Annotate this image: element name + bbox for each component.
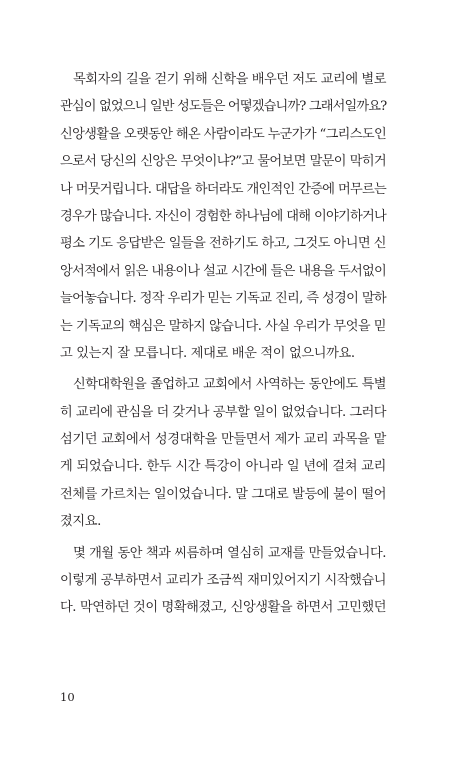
text-line: 목회자의 길을 걷기 위해 신학을 배우던 저도 교리에 별로 (73, 72, 386, 87)
page-number: 10 (60, 690, 75, 704)
body-text (60, 66, 386, 622)
text-line: 나 머뭇거립니다. 대답을 하더라도 개인적인 간증에 머무르는 (60, 181, 386, 197)
text-line: 경우가 많습니다. 자신이 경험한 하나님에 대해 이야기하거나 (60, 208, 386, 224)
text-line: 늘어놓습니다. 정작 우리가 믿는 기독교 진리, 즉 성경이 말하 (60, 291, 386, 307)
text-line: 전체를 가르치는 일이었습니다. 말 그대로 발등에 불이 떨어 (60, 486, 386, 502)
text-line: 는 기독교의 핵심은 말하지 않습니다. 사실 우리가 무엇을 믿 (60, 318, 386, 334)
text-line: 신학대학원을 졸업하고 교회에서 사역하는 동안에도 특별 (73, 377, 386, 393)
text-line: 으로서 당신의 신앙은 무엇이냐?”고 물어보면 말문이 막히거 (60, 154, 386, 170)
text-line: 평소 기도 응답받은 일들을 전하기도 하고, 그것도 아니면 신 (60, 236, 386, 252)
text-line: 관심이 없었으니 일반 성도들은 어떻겠습니까? 그래서일까요? (60, 99, 387, 115)
text-line: 앙서적에서 읽은 내용이나 설교 시간에 들은 내용을 두서없이 (60, 263, 386, 279)
text-line: 졌지요. (60, 514, 102, 530)
paragraph (60, 371, 386, 535)
text-line: 게 되었습니다. 한두 시간 특강이 아니라 일 년에 걸쳐 교리 (60, 459, 386, 475)
text-line: 고 있는지 잘 모릅니다. 제대로 배운 적이 없으니까요. (60, 345, 355, 361)
text-line: 섬기던 교회에서 성경대학을 만들면서 제가 교리 과목을 맡 (60, 432, 386, 448)
text-line: 이렇게 공부하면서 교리가 조금씩 재미있어지기 시작했습니 (60, 573, 386, 589)
paragraph (60, 540, 386, 622)
text-line: 히 교리에 관심을 더 갖거나 공부할 일이 없었습니다. 그러다 (60, 404, 386, 420)
text-line: 신앙생활을 오랫동안 해온 사람이라도 누군가가 “그리스도인 (60, 126, 387, 142)
paragraph (60, 66, 386, 367)
text-line: 다. 막연하던 것이 명확해졌고, 신앙생활을 하면서 고민했던 (60, 600, 386, 616)
text-line: 몇 개월 동안 책과 씨름하며 열심히 교재를 만들었습니다. (73, 545, 386, 561)
